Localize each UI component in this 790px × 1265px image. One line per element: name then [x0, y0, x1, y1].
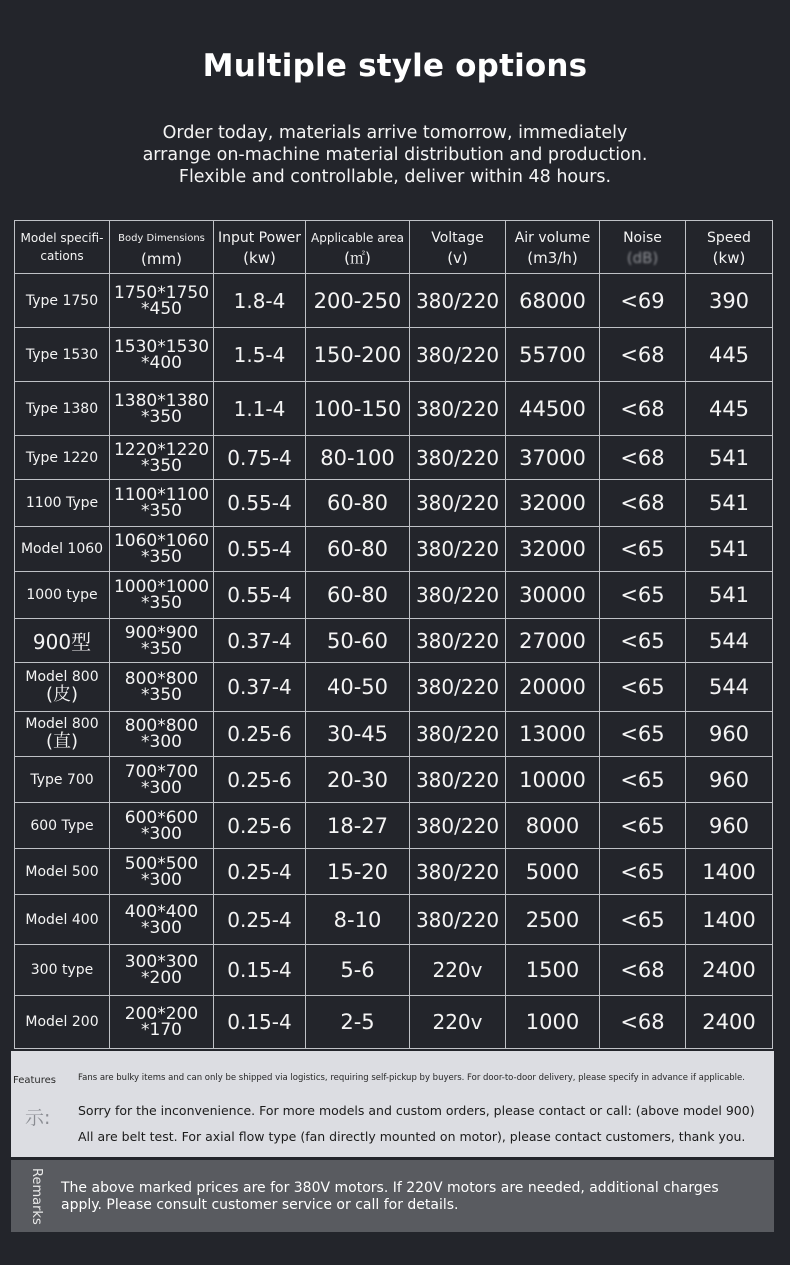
- dimension-part: 1220*1220: [113, 439, 210, 460]
- header-air-volume: [506, 221, 600, 274]
- dimension-part: *300: [141, 732, 182, 752]
- dimension-part: 600*600: [124, 807, 199, 828]
- cell-model: [15, 572, 110, 619]
- cell-model: [15, 382, 110, 436]
- cell-speed: 1400: [686, 849, 773, 895]
- dimension-part: 1000*1000: [113, 577, 210, 597]
- model-name: Model 1060: [20, 541, 104, 557]
- model-name: Model 400: [25, 911, 99, 928]
- cell-air-volume: 27000: [506, 619, 600, 663]
- cell-voltage: 380/220: [410, 849, 506, 895]
- cell-dimensions: [110, 328, 214, 382]
- cell-dimensions: [110, 849, 214, 895]
- cell-speed: 960: [686, 757, 773, 803]
- dimension-part: 800*800: [124, 716, 199, 736]
- cell-power: 0.25-6: [214, 757, 306, 803]
- cell-power: 0.25-4: [214, 895, 306, 945]
- cell-noise: <65: [600, 757, 686, 803]
- table-row: [15, 436, 773, 480]
- cell-air-volume: 10000: [506, 757, 600, 803]
- cell-dimensions: [110, 527, 214, 572]
- cell-noise: <68: [600, 436, 686, 480]
- cell-noise: <68: [600, 945, 686, 996]
- table-row: [15, 274, 773, 328]
- cell-model: [15, 436, 110, 480]
- dimension-part: *350: [141, 547, 182, 567]
- cell-air-volume: 44500: [506, 382, 600, 436]
- features-line: Sorry for the inconvenience. For more models and custom orders, please contact or call: (above model 900): [78, 1103, 755, 1118]
- spec-table-body: [15, 274, 773, 1049]
- header-label: Voltage: [431, 229, 484, 246]
- cell-dimensions: [110, 436, 214, 480]
- table-row: [15, 945, 773, 996]
- cell-power: 0.55-4: [214, 527, 306, 572]
- model-name: Model 500: [25, 863, 99, 880]
- dimension-part: 1100*1100: [113, 485, 210, 505]
- model-variant: (直): [45, 731, 79, 752]
- cell-area: 30-45: [306, 712, 410, 757]
- cell-power: 0.25-6: [214, 712, 306, 757]
- cell-model: [15, 619, 110, 663]
- cell-voltage: 380/220: [410, 895, 506, 945]
- table-row: [15, 328, 773, 382]
- table-row: [15, 895, 773, 945]
- cell-dimensions: [110, 619, 214, 663]
- cell-model: [15, 849, 110, 895]
- cell-area: 8-10: [306, 895, 410, 945]
- cell-speed: 2400: [686, 996, 773, 1049]
- cell-dimensions: [110, 996, 214, 1049]
- cell-voltage: 220v: [410, 996, 506, 1049]
- cell-power: 0.55-4: [214, 572, 306, 619]
- cell-air-volume: 30000: [506, 572, 600, 619]
- cell-air-volume: 55700: [506, 328, 600, 382]
- cell-power: 0.25-4: [214, 849, 306, 895]
- model-name: 1100 Type: [25, 495, 99, 511]
- dimension-part: *350: [141, 593, 182, 613]
- features-panel: [11, 1051, 774, 1157]
- cell-model: [15, 945, 110, 996]
- cell-noise: <65: [600, 619, 686, 663]
- cell-air-volume: 2500: [506, 895, 600, 945]
- cell-voltage: 380/220: [410, 480, 506, 527]
- header-dimensions: [110, 221, 214, 274]
- cell-model: [15, 480, 110, 527]
- cell-air-volume: 1000: [506, 996, 600, 1049]
- dimension-part: *170: [141, 1020, 182, 1040]
- cell-noise: <65: [600, 712, 686, 757]
- cell-noise: <68: [600, 480, 686, 527]
- header-label: Body Dimensions: [118, 232, 205, 244]
- cell-power: 0.25-6: [214, 803, 306, 849]
- cell-voltage: 380/220: [410, 757, 506, 803]
- model-name: 600 Type: [30, 817, 94, 834]
- table-row: [15, 663, 773, 712]
- header-model: Model specifi- cations: [15, 221, 110, 274]
- header-label: Input Power: [217, 229, 302, 246]
- dimension-part: *450: [141, 298, 182, 319]
- model-name: 300 type: [30, 962, 94, 978]
- dimension-part: *350: [141, 501, 182, 521]
- header-noise: [600, 221, 686, 274]
- cell-power: 0.15-4: [214, 945, 306, 996]
- cell-air-volume: 1500: [506, 945, 600, 996]
- dimension-part: 700*700: [124, 761, 199, 782]
- table-row: [15, 382, 773, 436]
- cell-voltage: 380/220: [410, 328, 506, 382]
- cell-voltage: 380/220: [410, 382, 506, 436]
- cell-speed: 445: [686, 382, 773, 436]
- cell-model: [15, 757, 110, 803]
- cell-speed: 541: [686, 436, 773, 480]
- dimension-part: *350: [141, 685, 182, 705]
- cell-dimensions: [110, 757, 214, 803]
- model-name: 900型: [32, 630, 92, 654]
- dimension-part: *300: [141, 777, 182, 798]
- features-glyph: 示:: [25, 1107, 51, 1129]
- cell-model: [15, 527, 110, 572]
- cell-area: 5-6: [306, 945, 410, 996]
- header-unit: (v): [447, 248, 468, 267]
- cell-area: 150-200: [306, 328, 410, 382]
- cell-noise: <65: [600, 803, 686, 849]
- cell-dimensions: [110, 480, 214, 527]
- cell-noise: <65: [600, 663, 686, 712]
- features-tag: Features: [13, 1075, 56, 1086]
- cell-model: [15, 712, 110, 757]
- cell-model: [15, 895, 110, 945]
- remarks-text: The above marked prices are for 380V motors. If 220V motors are needed, additional charges apply. Please consult customer service or call for details.: [61, 1180, 719, 1213]
- model-name: Model 800: [25, 716, 99, 732]
- cell-power: 0.15-4: [214, 996, 306, 1049]
- cell-area: 60-80: [306, 527, 410, 572]
- page-title: Multiple style options: [202, 48, 588, 84]
- cell-voltage: 380/220: [410, 803, 506, 849]
- dimension-part: 900*900: [124, 622, 199, 643]
- dimension-part: 1750*1750: [113, 282, 210, 303]
- subtitle-line: Order today, materials arrive tomorrow, immediately: [162, 123, 628, 143]
- cell-air-volume: 5000: [506, 849, 600, 895]
- cell-speed: 1400: [686, 895, 773, 945]
- cell-speed: 390: [686, 274, 773, 328]
- table-row: [15, 757, 773, 803]
- table-row: [15, 527, 773, 572]
- cell-noise: <68: [600, 382, 686, 436]
- cell-noise: <69: [600, 274, 686, 328]
- cell-power: 0.37-4: [214, 663, 306, 712]
- features-small-note: Fans are bulky items and can only be shipped via logistics, requiring self-pickup by buyers. For door-to-door delivery, please specify in advance if applicable.: [78, 1073, 745, 1083]
- model-name: Model 800: [25, 669, 99, 685]
- cell-model: [15, 803, 110, 849]
- cell-power: 0.75-4: [214, 436, 306, 480]
- remarks-panel: [11, 1160, 774, 1232]
- cell-area: 50-60: [306, 619, 410, 663]
- cell-noise: <68: [600, 996, 686, 1049]
- subtitle-line: Flexible and controllable, deliver within 48 hours.: [178, 167, 612, 187]
- cell-dimensions: [110, 895, 214, 945]
- cell-power: 0.55-4: [214, 480, 306, 527]
- cell-area: 2-5: [306, 996, 410, 1049]
- dimension-part: *300: [141, 917, 182, 938]
- dimension-part: 1530*1530: [113, 336, 210, 357]
- cell-voltage: 220v: [410, 945, 506, 996]
- header-row: [15, 221, 773, 274]
- model-name: Type 700: [30, 771, 94, 788]
- cell-air-volume: 32000: [506, 527, 600, 572]
- cell-speed: 541: [686, 480, 773, 527]
- header-unit: (㎡): [344, 248, 371, 267]
- table-row: [15, 572, 773, 619]
- cell-air-volume: 13000: [506, 712, 600, 757]
- cell-area: 100-150: [306, 382, 410, 436]
- cell-area: 18-27: [306, 803, 410, 849]
- cell-power: 1.1-4: [214, 382, 306, 436]
- cell-noise: <65: [600, 527, 686, 572]
- table-row: [15, 803, 773, 849]
- cell-dimensions: [110, 382, 214, 436]
- remarks-tag: Remarks: [29, 1167, 44, 1225]
- cell-air-volume: 8000: [506, 803, 600, 849]
- cell-power: 0.37-4: [214, 619, 306, 663]
- cell-area: 60-80: [306, 572, 410, 619]
- header-label: Applicable area: [311, 230, 404, 245]
- cell-speed: 544: [686, 619, 773, 663]
- cell-speed: 960: [686, 803, 773, 849]
- subtitle-line: arrange on-machine material distribution and production.: [142, 145, 648, 165]
- dimension-part: *350: [141, 638, 182, 659]
- table-row: [15, 480, 773, 527]
- dimension-part: 500*500: [124, 853, 199, 874]
- cell-power: 1.5-4: [214, 328, 306, 382]
- header-unit: (mm): [141, 249, 182, 268]
- cell-noise: <65: [600, 849, 686, 895]
- cell-area: 40-50: [306, 663, 410, 712]
- header-voltage: [410, 221, 506, 274]
- header-unit: (dB): [626, 248, 659, 267]
- model-name: Type 1220: [25, 449, 99, 466]
- cell-model: [15, 274, 110, 328]
- cell-speed: 541: [686, 572, 773, 619]
- cell-noise: <65: [600, 895, 686, 945]
- table-row: [15, 849, 773, 895]
- cell-model: [15, 328, 110, 382]
- cell-model: [15, 663, 110, 712]
- table-row: [15, 996, 773, 1049]
- dimension-part: 400*400: [124, 901, 199, 922]
- cell-dimensions: [110, 945, 214, 996]
- dimension-part: *300: [141, 869, 182, 890]
- cell-voltage: 380/220: [410, 619, 506, 663]
- cell-area: 20-30: [306, 757, 410, 803]
- header-power: [214, 221, 306, 274]
- dimension-part: 300*300: [124, 952, 199, 972]
- dimension-part: 200*200: [124, 1004, 199, 1024]
- dimension-part: 800*800: [124, 669, 199, 689]
- header-unit: (kw): [712, 248, 746, 267]
- header-speed: [686, 221, 773, 274]
- header-unit: (m3/h): [527, 248, 578, 267]
- header-label: Noise: [623, 229, 662, 246]
- dimension-part: *300: [141, 823, 182, 844]
- cell-voltage: 380/220: [410, 712, 506, 757]
- cell-air-volume: 20000: [506, 663, 600, 712]
- dimension-part: *350: [141, 406, 182, 427]
- cell-speed: 960: [686, 712, 773, 757]
- cell-voltage: 380/220: [410, 274, 506, 328]
- header-label: Air volume: [514, 229, 591, 246]
- dimension-part: 1380*1380: [113, 390, 210, 411]
- header-area: [306, 221, 410, 274]
- cell-dimensions: [110, 663, 214, 712]
- model-name: Type 1380: [25, 400, 99, 417]
- cell-dimensions: [110, 712, 214, 757]
- cell-area: 60-80: [306, 480, 410, 527]
- cell-noise: <68: [600, 328, 686, 382]
- cell-dimensions: [110, 572, 214, 619]
- model-name: 1000 type: [26, 587, 98, 603]
- cell-dimensions: [110, 803, 214, 849]
- cell-speed: 2400: [686, 945, 773, 996]
- cell-speed: 445: [686, 328, 773, 382]
- dimension-part: *400: [141, 352, 182, 373]
- cell-voltage: 380/220: [410, 572, 506, 619]
- cell-model: [15, 996, 110, 1049]
- cell-air-volume: 68000: [506, 274, 600, 328]
- cell-air-volume: 32000: [506, 480, 600, 527]
- cell-voltage: 380/220: [410, 663, 506, 712]
- cell-air-volume: 37000: [506, 436, 600, 480]
- dimension-part: 1060*1060: [113, 531, 210, 551]
- cell-dimensions: [110, 274, 214, 328]
- cell-voltage: 380/220: [410, 436, 506, 480]
- header-label: Speed: [707, 229, 751, 246]
- cell-area: 80-100: [306, 436, 410, 480]
- dimension-part: *350: [141, 455, 182, 476]
- model-variant: (皮): [45, 684, 79, 705]
- cell-speed: 544: [686, 663, 773, 712]
- cell-power: 1.8-4: [214, 274, 306, 328]
- dimension-part: *200: [141, 968, 182, 988]
- model-name: Model 200: [25, 1014, 99, 1030]
- subtitle: [0, 122, 790, 188]
- features-line: All are belt test. For axial flow type (fan directly mounted on motor), please contact customers, thank you.: [78, 1129, 746, 1144]
- cell-area: 200-250: [306, 274, 410, 328]
- table-row: [15, 712, 773, 757]
- model-name: Type 1750: [25, 292, 99, 309]
- table-row: [15, 619, 773, 663]
- model-name: Type 1530: [25, 346, 99, 363]
- cell-speed: 541: [686, 527, 773, 572]
- cell-area: 15-20: [306, 849, 410, 895]
- cell-noise: <65: [600, 572, 686, 619]
- header-unit: (kw): [243, 248, 276, 267]
- spec-table: [14, 220, 773, 1049]
- cell-voltage: 380/220: [410, 527, 506, 572]
